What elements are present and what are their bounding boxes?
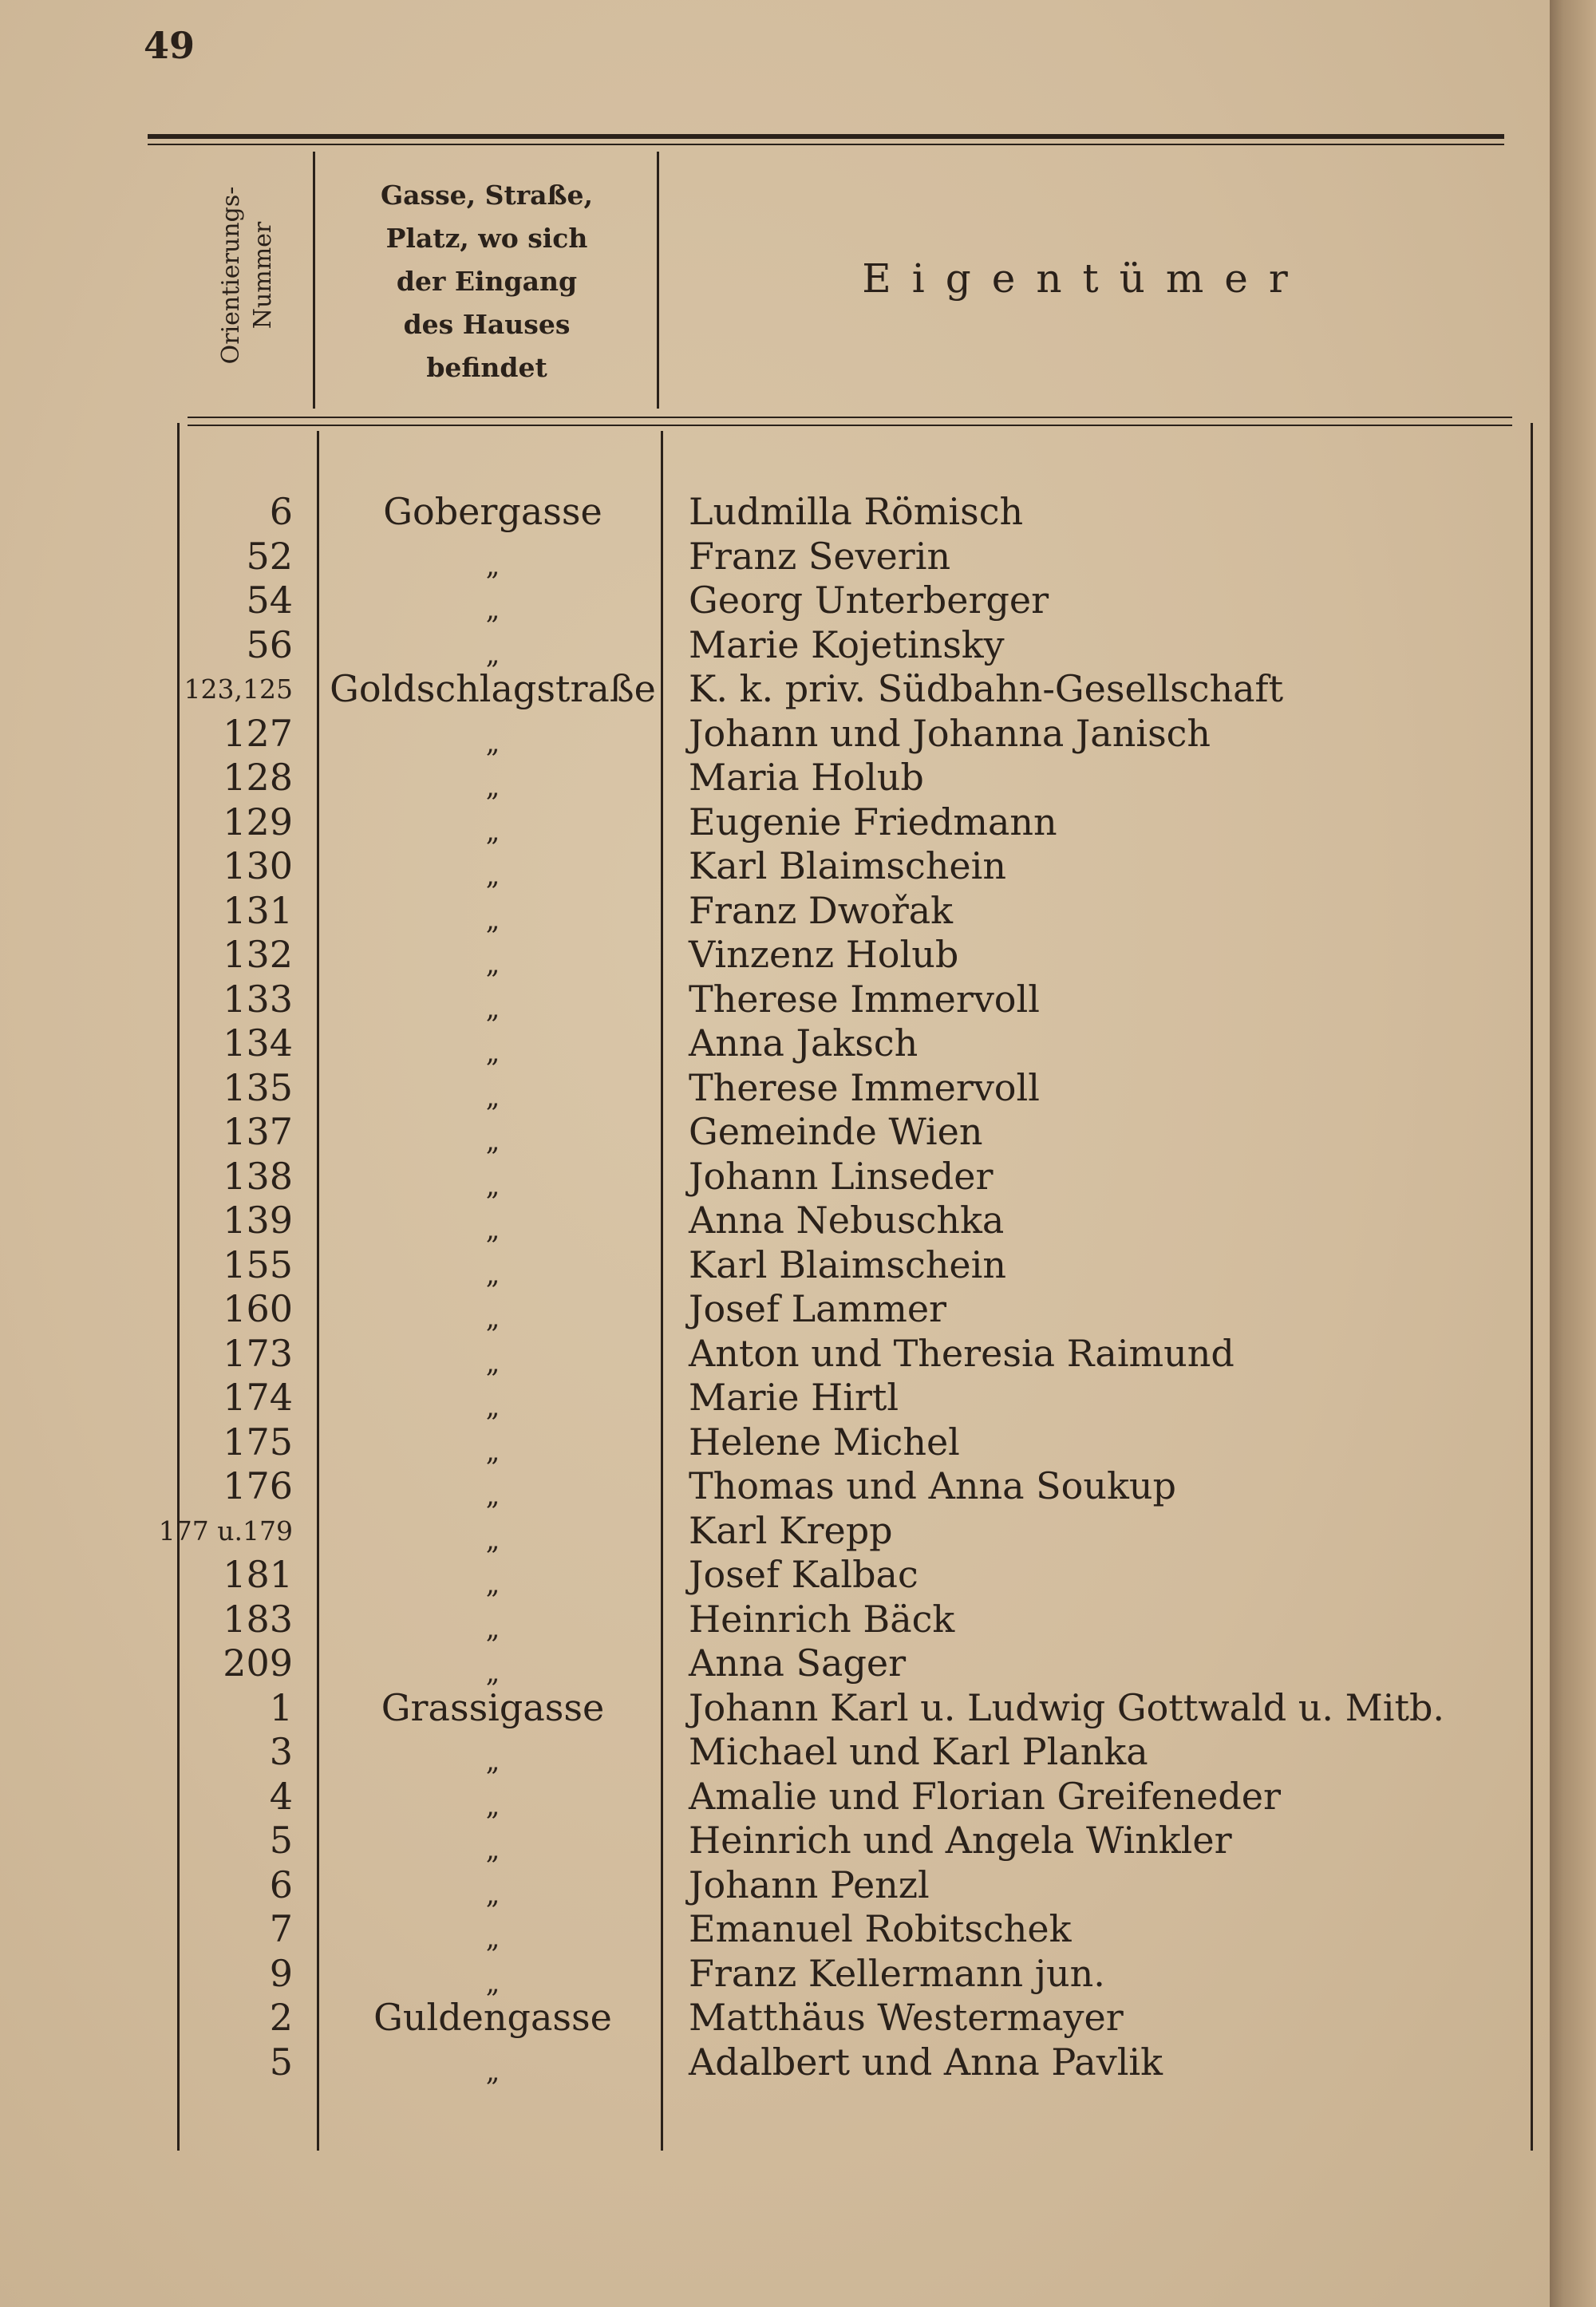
table-row xyxy=(0,1154,1550,1202)
owner-name: Therese Immervoll xyxy=(689,1065,1040,1109)
header-street-line: des Hauses xyxy=(403,309,571,340)
street-ditto: „ xyxy=(485,638,500,670)
header-divider-1 xyxy=(313,152,315,409)
street-name: Guldengasse xyxy=(373,1996,612,2039)
house-number: 130 xyxy=(223,844,293,887)
owner-name: K. k. priv. Südbahn-Gesellschaft xyxy=(689,667,1284,710)
owner-name: Matthäus Westermayer xyxy=(689,1996,1124,2039)
house-number: 133 xyxy=(223,977,293,1021)
header-divider-2 xyxy=(657,152,659,409)
table-row xyxy=(0,711,1550,759)
street-ditto: „ xyxy=(485,1214,500,1246)
street-ditto: „ xyxy=(485,903,500,936)
house-number: 128 xyxy=(223,756,293,799)
table-row xyxy=(0,1774,1550,1822)
table-row xyxy=(0,1420,1550,1468)
street-ditto: „ xyxy=(485,815,500,847)
house-number: 176 xyxy=(223,1464,293,1507)
table-row xyxy=(0,667,1550,712)
table-row xyxy=(0,1819,1550,1866)
header-street-column xyxy=(315,174,658,389)
table-row xyxy=(0,1199,1550,1246)
street-ditto: „ xyxy=(485,992,500,1025)
street-ditto: „ xyxy=(485,1657,500,1689)
house-number: 5 xyxy=(269,2040,293,2084)
street-ditto: „ xyxy=(485,1479,500,1511)
house-number: 56 xyxy=(246,622,293,666)
house-number: 173 xyxy=(223,1331,293,1375)
house-number: 129 xyxy=(223,800,293,843)
table-row xyxy=(0,579,1550,626)
house-number: 9 xyxy=(269,1951,293,1995)
street-ditto: „ xyxy=(485,1258,500,1290)
house-number: 132 xyxy=(223,933,293,976)
owner-name: Michael und Karl Planka xyxy=(689,1730,1148,1773)
owner-name: Johann Linseder xyxy=(689,1154,994,1198)
street-ditto: „ xyxy=(485,726,500,759)
house-number: 52 xyxy=(246,534,293,578)
owner-name: Anna Sager xyxy=(689,1641,907,1685)
owner-name: Georg Unterberger xyxy=(689,579,1049,622)
register-table xyxy=(0,490,1550,2088)
street-ditto: „ xyxy=(485,1435,500,1468)
street-ditto: „ xyxy=(485,948,500,980)
house-number: 3 xyxy=(269,1730,293,1773)
street-ditto: „ xyxy=(485,1789,500,1822)
owner-name: Anna Nebuschka xyxy=(689,1199,1005,1242)
house-number: 5 xyxy=(269,1819,293,1862)
street-ditto: „ xyxy=(485,2055,500,2088)
house-number: 131 xyxy=(223,888,293,932)
house-number: 139 xyxy=(223,1199,293,1242)
page-edge xyxy=(1550,0,1596,2307)
table-row xyxy=(0,800,1550,845)
owner-name: Gemeinde Wien xyxy=(689,1110,983,1153)
table-row xyxy=(0,1243,1550,1288)
street-name: Goldschlagstraße xyxy=(330,667,656,710)
table-row xyxy=(0,1686,1550,1731)
street-ditto: „ xyxy=(485,1346,500,1379)
street-ditto: „ xyxy=(485,1037,500,1069)
table-row xyxy=(0,490,1550,535)
table-row xyxy=(0,1376,1550,1423)
table-row xyxy=(0,1952,1550,1997)
header-number-column xyxy=(184,164,311,387)
owner-name: Josef Lammer xyxy=(689,1287,947,1330)
street-ditto: „ xyxy=(485,1745,500,1777)
house-number: 174 xyxy=(223,1376,293,1419)
table-row xyxy=(0,1641,1550,1689)
owner-name: Karl Krepp xyxy=(689,1508,893,1552)
street-ditto: „ xyxy=(485,1125,500,1157)
table-row xyxy=(0,1553,1550,1598)
owner-name: Anna Jaksch xyxy=(689,1021,918,1065)
table-row xyxy=(0,1066,1550,1111)
top-rule-thin xyxy=(148,144,1504,145)
street-ditto: „ xyxy=(485,1834,500,1866)
table-row xyxy=(0,1332,1550,1377)
house-number: 54 xyxy=(246,579,293,622)
table-row xyxy=(0,1907,1550,1952)
table-row xyxy=(0,623,1550,668)
owner-name: Heinrich Bäck xyxy=(689,1597,955,1641)
street-ditto: „ xyxy=(485,1922,500,1954)
street-ditto: „ xyxy=(485,1966,500,1999)
table-row xyxy=(0,844,1550,889)
owner-name: Maria Holub xyxy=(689,756,924,799)
street-name: Gobergasse xyxy=(383,490,602,533)
owner-name: Helene Michel xyxy=(689,1420,960,1464)
house-number: 138 xyxy=(223,1154,293,1198)
owner-name: Marie Hirtl xyxy=(689,1376,899,1419)
owner-name: Franz Severin xyxy=(689,534,951,578)
header-street-line: der Eingang xyxy=(396,266,578,297)
header-rule-2 xyxy=(188,425,1512,426)
owner-name: Marie Kojetinsky xyxy=(689,622,1005,666)
header-owner-column: Eigentümer xyxy=(862,255,1309,302)
house-number: 155 xyxy=(223,1242,293,1286)
table-row xyxy=(0,1287,1550,1332)
house-number: 175 xyxy=(223,1420,293,1464)
house-number: 2 xyxy=(269,1996,293,2039)
table-row xyxy=(0,1597,1550,1645)
owner-name: Amalie und Florian Greifeneder xyxy=(689,1774,1281,1818)
owner-name: Josef Kalbac xyxy=(689,1553,918,1596)
house-number: 123,125 xyxy=(184,674,293,705)
street-ditto: „ xyxy=(485,1523,500,1556)
house-number: 127 xyxy=(223,711,293,755)
house-number: 177 u.179 xyxy=(158,1515,293,1547)
street-ditto: „ xyxy=(485,1878,500,1910)
house-number: 6 xyxy=(269,490,293,533)
owner-name: Anton und Theresia Raimund xyxy=(689,1331,1235,1375)
header-street-line: Platz, wo sich xyxy=(385,223,588,254)
owner-name: Adalbert und Anna Pavlik xyxy=(689,2040,1163,2084)
owner-name: Karl Blaimschein xyxy=(689,1242,1006,1286)
house-number: 160 xyxy=(223,1287,293,1330)
house-number: 1 xyxy=(269,1685,293,1729)
header-street-line: befindet xyxy=(426,352,547,383)
owner-name: Karl Blaimschein xyxy=(689,844,1006,887)
header-street-line: Gasse, Straße, xyxy=(380,180,594,211)
owner-name: Vinzenz Holub xyxy=(689,933,959,976)
street-ditto: „ xyxy=(485,859,500,891)
table-row xyxy=(0,1021,1550,1069)
house-number: 4 xyxy=(269,1774,293,1818)
house-number: 135 xyxy=(223,1065,293,1109)
house-number: 181 xyxy=(223,1553,293,1596)
street-ditto: „ xyxy=(485,1568,500,1600)
owner-name: Johann und Johanna Janisch xyxy=(689,711,1211,755)
owner-name: Johann Karl u. Ludwig Gottwald u. Mitb. xyxy=(689,1685,1445,1729)
header-number-label: Orientierungs- Nummer xyxy=(217,186,277,365)
table-row xyxy=(0,977,1550,1025)
owner-name: Thomas und Anna Soukup xyxy=(689,1464,1176,1507)
house-number: 6 xyxy=(269,1863,293,1906)
street-ditto: „ xyxy=(485,549,500,582)
house-number: 134 xyxy=(223,1021,293,1065)
page-number: 49 xyxy=(144,24,196,67)
street-ditto: „ xyxy=(485,1080,500,1113)
house-number: 209 xyxy=(223,1641,293,1685)
owner-name: Eugenie Friedmann xyxy=(689,800,1057,843)
street-ditto: „ xyxy=(485,1391,500,1423)
owner-name: Johann Penzl xyxy=(689,1863,930,1906)
owner-name: Heinrich und Angela Winkler xyxy=(689,1819,1232,1862)
table-row xyxy=(0,2040,1550,2088)
house-number: 137 xyxy=(223,1110,293,1153)
table-row xyxy=(0,889,1550,934)
top-rule-thick xyxy=(148,134,1504,139)
owner-name: Therese Immervoll xyxy=(689,977,1040,1021)
owner-name: Ludmilla Römisch xyxy=(689,490,1024,533)
owner-name: Emanuel Robitschek xyxy=(689,1907,1072,1950)
street-ditto: „ xyxy=(485,594,500,626)
street-ditto: „ xyxy=(485,771,500,803)
table-row xyxy=(0,1464,1550,1509)
owner-name: Franz Dwořak xyxy=(689,888,954,932)
table-row xyxy=(0,1509,1550,1554)
table-row xyxy=(0,1110,1550,1155)
table-row xyxy=(0,1730,1550,1775)
street-ditto: „ xyxy=(485,1302,500,1334)
street-ditto: „ xyxy=(485,1612,500,1645)
house-number: 183 xyxy=(223,1597,293,1641)
street-ditto: „ xyxy=(485,1169,500,1202)
house-number: 7 xyxy=(269,1907,293,1950)
table-row xyxy=(0,933,1550,978)
table-row xyxy=(0,756,1550,803)
street-name: Grassigasse xyxy=(381,1685,605,1729)
owner-name: Franz Kellermann jun. xyxy=(689,1951,1105,1995)
table-row xyxy=(0,534,1550,582)
table-row xyxy=(0,1863,1550,1908)
header-rule-1 xyxy=(188,417,1512,418)
table-row xyxy=(0,1996,1550,2040)
